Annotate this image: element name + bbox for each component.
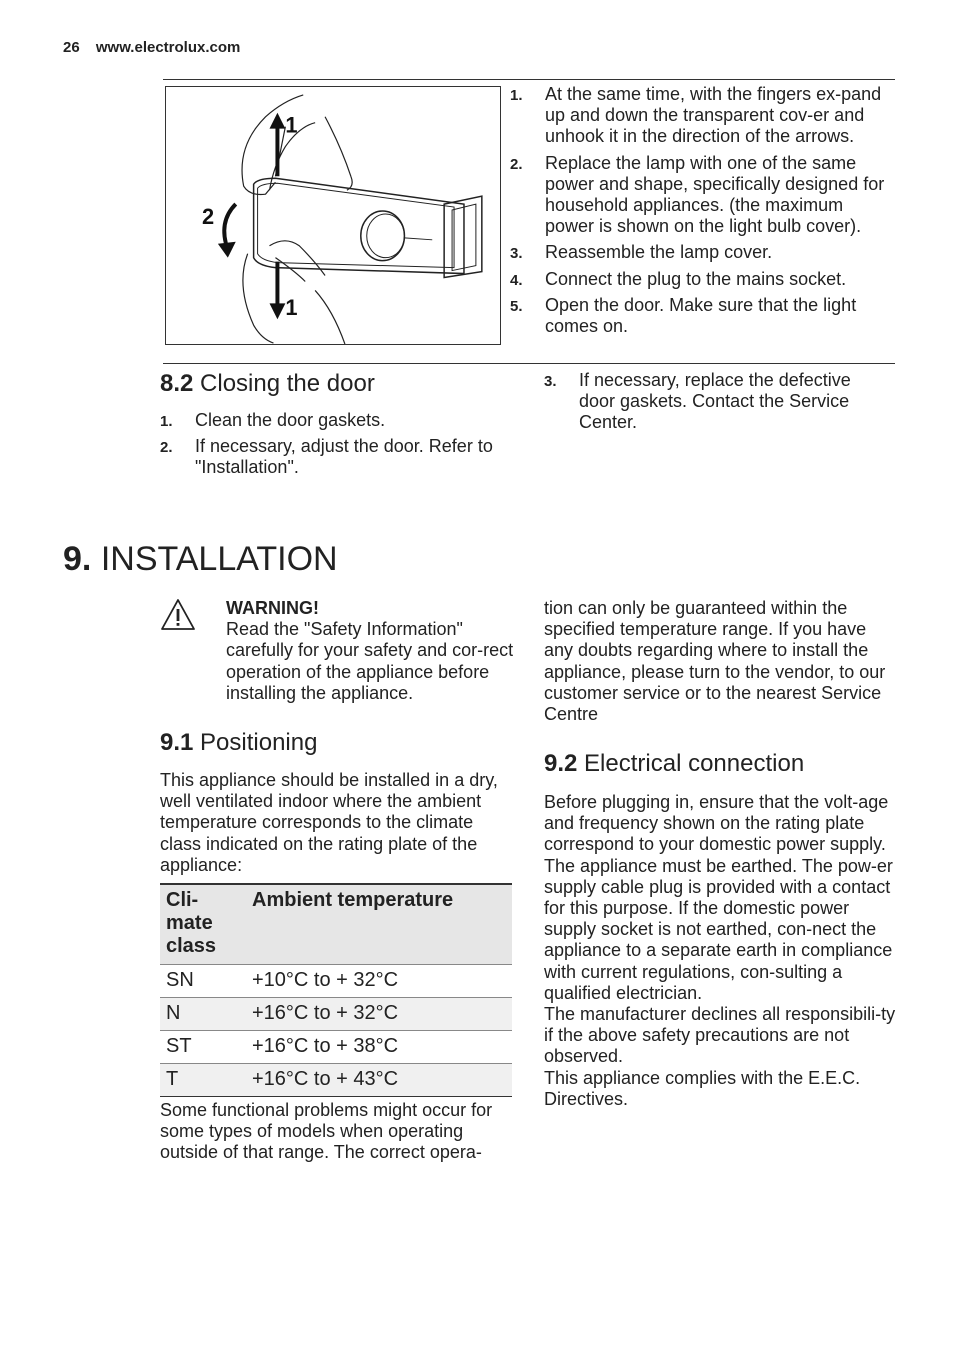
table-cell: T bbox=[160, 1063, 246, 1096]
step-number: 2. bbox=[160, 439, 173, 457]
paragraph: The appliance must be earthed. The pow-er supply cable plug is provided with a contact for this purpose. If the domestic power supply socket is not earthed, con-nect the appliance to a separate earth in compliance with current regulations, con-sulting a qualified electrician. bbox=[544, 855, 893, 1003]
section-title: Positioning bbox=[200, 729, 318, 756]
table-cell: +16°C to + 38°C bbox=[246, 1030, 512, 1063]
figure-label-1-top: 1 bbox=[285, 112, 298, 138]
section-9-1-heading bbox=[160, 729, 317, 757]
table-row bbox=[160, 1030, 512, 1063]
section-8-2-heading bbox=[160, 370, 375, 398]
step-number: 3. bbox=[544, 373, 557, 390]
list-item bbox=[160, 436, 520, 478]
section-title: Electrical connection bbox=[584, 750, 805, 777]
list-item bbox=[510, 269, 890, 290]
step-number: 1. bbox=[510, 87, 523, 104]
positioning-intro: This appliance should be installed in a dry, well ventilated indoor where the ambient temperature corresponds to the climate class indicated on the rating plate of the appliance: bbox=[160, 770, 498, 875]
positioning-continued: tion can only be guaranteed within the specified temperature range. If you have any doubts regarding where to install the appliance, please turn to the vendor, to our customer service or to the nearest Service Centre bbox=[544, 598, 886, 725]
step-number: 4. bbox=[510, 271, 523, 289]
warning-title: WARNING! bbox=[226, 598, 319, 618]
closing-door-steps bbox=[160, 410, 520, 484]
lamp-replacement-steps bbox=[510, 84, 890, 342]
table-row bbox=[160, 997, 512, 1030]
step-text: If necessary, adjust the door. Refer to "Installation". bbox=[195, 436, 493, 478]
section-number: 9. bbox=[63, 540, 92, 578]
list-item bbox=[544, 370, 884, 434]
warning-text-block bbox=[226, 598, 516, 704]
table-header-row bbox=[160, 884, 512, 964]
warning-text: Read the "Safety Information" carefully for your safety and cor-rect operation of the appliance before installing the appliance. bbox=[226, 619, 514, 703]
warning-triangle-icon bbox=[160, 598, 196, 632]
table-cell: +16°C to + 43°C bbox=[246, 1063, 512, 1096]
step-number: 2. bbox=[510, 155, 523, 173]
lamp-cover-illustration bbox=[165, 86, 501, 345]
section-9-2-heading bbox=[544, 750, 804, 778]
list-item bbox=[160, 410, 520, 431]
step-number: 5. bbox=[510, 297, 523, 315]
list-item bbox=[510, 84, 890, 148]
step-text: Replace the lamp with one of the same power and shape, specifically designed for household appliances. (the maximum power is shown on the light bulb cover). bbox=[545, 152, 885, 237]
step-text: Reassemble the lamp cover. bbox=[545, 242, 773, 263]
section-number: 9.1 bbox=[160, 729, 194, 756]
table-row bbox=[160, 964, 512, 997]
top-rule bbox=[163, 79, 895, 80]
page-number: 26 bbox=[63, 39, 80, 56]
list-item bbox=[510, 295, 890, 337]
lamp-cover-drawing bbox=[166, 87, 500, 344]
list-item bbox=[510, 153, 890, 238]
step-text: Connect the plug to the mains socket. bbox=[545, 268, 847, 289]
closing-door-steps-continued bbox=[544, 370, 884, 439]
table-cell: +16°C to + 32°C bbox=[246, 997, 512, 1030]
section-rule bbox=[163, 363, 895, 364]
section-title: INSTALLATION bbox=[100, 540, 338, 578]
figure-label-1-bottom: 1 bbox=[285, 295, 298, 321]
table-cell: +10°C to + 32°C bbox=[246, 964, 512, 997]
step-text: Clean the door gaskets. bbox=[195, 410, 386, 430]
figure-label-2: 2 bbox=[202, 203, 215, 229]
list-item bbox=[510, 242, 890, 263]
table-cell: SN bbox=[160, 964, 246, 997]
paragraph: This appliance complies with the E.E.C. Directives. bbox=[544, 1067, 861, 1109]
positioning-after-table: Some functional problems might occur for some types of models when operating outside of that range. The correct opera- bbox=[160, 1100, 493, 1163]
paragraph: The manufacturer declines all responsibili-ty if the above safety precautions are not observed. bbox=[544, 1004, 896, 1067]
section-title: Closing the door bbox=[200, 370, 375, 397]
table-cell: N bbox=[160, 997, 246, 1030]
paragraph: Before plugging in, ensure that the volt-age and frequency shown on the rating plate correspond to your domestic power supply. bbox=[544, 792, 889, 855]
column-header-ambient-temperature: Ambient temperature bbox=[246, 884, 512, 964]
section-9-heading bbox=[63, 540, 338, 579]
page-header bbox=[63, 39, 240, 56]
site-url: www.electrolux.com bbox=[95, 39, 241, 56]
column-header-climate-class: Cli-mate class bbox=[160, 884, 246, 964]
step-number: 3. bbox=[510, 245, 523, 263]
section-number: 8.2 bbox=[160, 370, 194, 397]
climate-class-table bbox=[160, 883, 512, 1097]
electrical-connection-text bbox=[544, 792, 896, 1110]
step-text: Open the door. Make sure that the light comes on. bbox=[545, 294, 857, 337]
table-row bbox=[160, 1063, 512, 1096]
step-text: At the same time, with the fingers ex-pand up and down the transparent cov-er and unhook it in the direction of the arrows. bbox=[545, 84, 882, 147]
section-number: 9.2 bbox=[544, 750, 578, 777]
step-text: If necessary, replace the defective door gaskets. Contact the Service Center. bbox=[579, 370, 851, 433]
table-cell: ST bbox=[160, 1030, 246, 1063]
step-number: 1. bbox=[160, 413, 173, 430]
